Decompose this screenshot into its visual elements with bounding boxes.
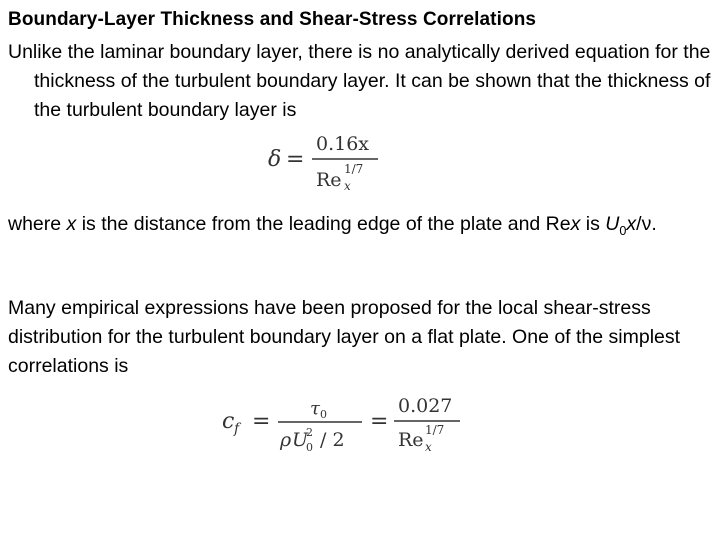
equation-2-frac2-numerator: 0.027 <box>398 395 453 417</box>
equation-2-equals-1: = <box>252 409 271 434</box>
equation-2-frac1-denominator-rho: ρ <box>280 429 292 451</box>
equation-1-denominator-subscript: x <box>344 179 351 192</box>
subscript-zero: 0 <box>619 223 627 238</box>
equation-1-equals: = <box>286 147 305 172</box>
variable-x: x <box>626 213 637 235</box>
slide-title: Boundary-Layer Thickness and Shear-Stress Correlations <box>8 9 537 30</box>
equation-2-frac1-numerator: τ <box>310 398 320 419</box>
equation-1-denominator-exponent: 1/7 <box>344 162 364 176</box>
equation-2-equals-2: = <box>370 409 389 434</box>
equation-1-denominator-base: Re <box>316 169 342 191</box>
text-run: where <box>8 213 67 235</box>
variable-x: x <box>66 213 77 235</box>
equation-boundary-layer-thickness <box>266 126 386 192</box>
equation-2-frac1-denominator-u: U <box>292 429 309 451</box>
variable-x: x <box>570 213 581 235</box>
equation-2-frac2-denominator-exponent: 1/7 <box>425 423 445 437</box>
equation-2-lhs: c <box>222 409 235 434</box>
paragraph-definitions <box>8 210 708 246</box>
equation-2-frac1-numerator-subscript: 0 <box>320 408 327 421</box>
text-run: is the distance from the leading edge of the plate and Re <box>76 213 571 235</box>
paragraph-turbulent-thickness: Unlike the laminar boundary layer, there is no analytically derived equation for the thickness of the turbulent boundary layer. It can be shown that the thickness of the turbulent boundary layer is <box>8 41 711 121</box>
equation-1-lhs: δ <box>268 147 282 172</box>
equation-1-numerator: 0.16x <box>316 133 370 155</box>
equation-shear-stress-correlation <box>220 394 470 460</box>
equation-2-lhs-subscript: f <box>234 421 240 437</box>
equation-2-frac1-denominator-tail: / 2 <box>314 429 345 451</box>
paragraph-shear-stress: Many empirical expressions have been proposed for the local shear-stress distribution for the turbulent boundary layer on a flat plate. One of the simplest correlations is <box>8 297 681 377</box>
equation-2-frac2-denominator-subscript: x <box>425 440 432 454</box>
text-run: is <box>580 213 606 235</box>
variable-u: U <box>605 213 620 235</box>
text-run: /ν. <box>636 213 657 235</box>
equation-2-frac2-denominator-base: Re <box>398 429 424 451</box>
equation-2-frac1-denominator-sup: 2 <box>306 426 313 439</box>
equation-2-frac1-denominator-sub: 0 <box>306 441 313 454</box>
